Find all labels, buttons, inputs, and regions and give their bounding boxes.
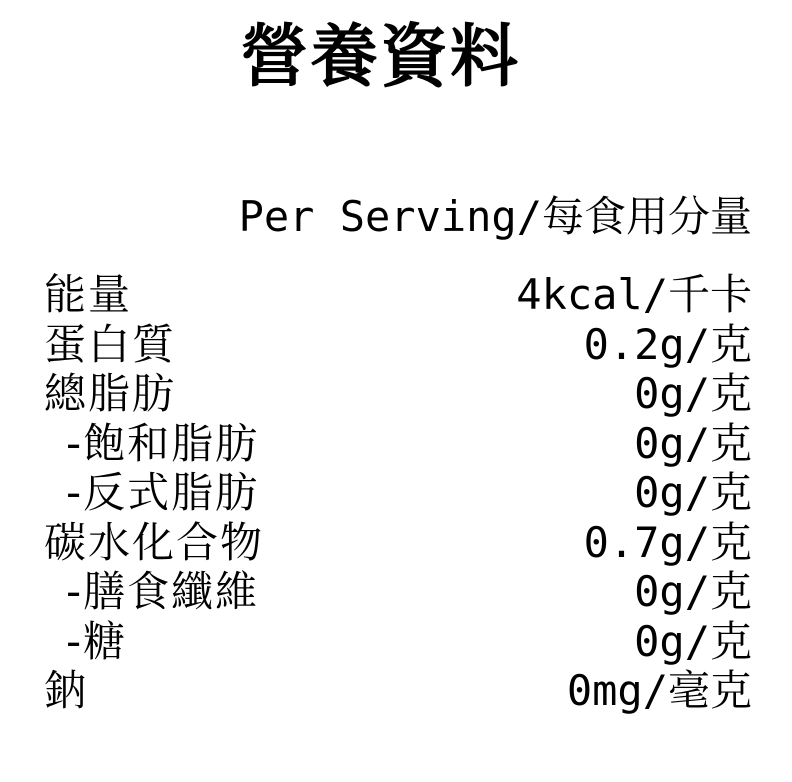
nutrient-row-sodium [44,666,752,716]
nutrient-label: 總脂肪 [44,369,177,418]
nutrient-row-dietary-fiber [44,567,752,617]
nutrient-row-trans-fat [44,468,752,518]
nutrient-value: 0.2g/克 [583,319,752,369]
nutrient-value: 0g/克 [634,369,752,418]
serving-header: Per Serving/每食用分量 [238,192,752,241]
nutrient-label: 碳水化合物 [44,517,265,567]
nutrient-value: 0g/克 [634,418,752,468]
nutrient-row-carbohydrate [44,518,752,568]
nutrient-row-protein [44,320,752,370]
nutrient-label: -膳食纖維 [66,567,260,616]
nutrient-label: 鈉 [44,666,89,715]
page-title: 營養資料 [240,18,521,97]
nutrient-value: 4kcal/千卡 [516,270,752,319]
nutrient-value: 0mg/毫克 [566,666,752,715]
nutrient-value: 0.7g/克 [583,517,752,567]
nutrient-label: -飽和脂肪 [66,418,260,468]
nutrient-row-energy [44,270,752,320]
nutrient-label: -糖 [66,616,128,666]
nutrient-value: 0g/克 [634,567,752,616]
nutrient-label: 蛋白質 [44,319,177,369]
nutrient-label: 能量 [44,270,133,319]
nutrition-table [44,270,752,716]
nutrient-row-sugar [44,617,752,667]
nutrient-label: -反式脂肪 [66,468,260,517]
nutrient-row-saturated-fat [44,419,752,469]
nutrient-row-total-fat [44,369,752,419]
nutrient-value: 0g/克 [634,468,752,517]
nutrient-value: 0g/克 [634,616,752,666]
